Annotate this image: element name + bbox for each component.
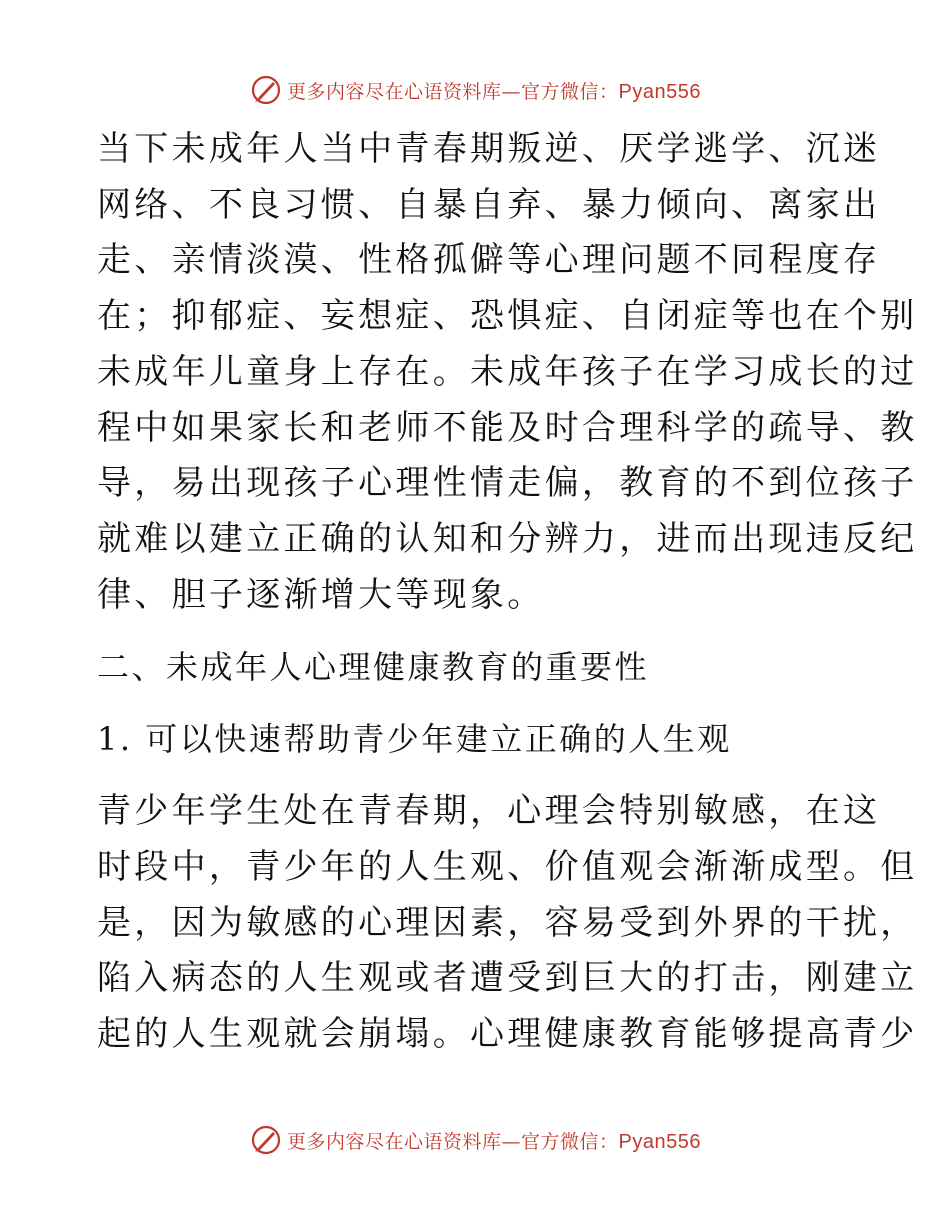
paragraph-line: 青少年学生处在青春期，心理会特别敏感，在这 <box>97 791 881 832</box>
watermark-wechat-id: Pyan556 <box>618 1130 701 1153</box>
paragraph-line: 陷入病态的人生观或者遭受到巨大的打击，刚建立 <box>97 958 918 999</box>
watermark-banner-top <box>0 70 950 110</box>
watermark-text-cn: 更多内容尽在心语资料库—官方微信： <box>287 1130 619 1153</box>
quill-circle-logo-icon <box>249 1123 283 1157</box>
paragraph-line: 时段中，青少年的人生观、价值观会渐渐成型。但 <box>97 847 918 888</box>
watermark-text-cn: 更多内容尽在心语资料库—官方微信： <box>287 80 619 103</box>
paragraph-line: 网络、不良习惯、自暴自弃、暴力倾向、离家出 <box>97 184 881 225</box>
paragraph-line: 走、亲情淡漠、性格孤僻等心理问题不同程度存 <box>97 240 881 281</box>
paragraph-line: 起的人生观就会崩塌。心理健康教育能够提高青少 <box>97 1014 918 1055</box>
paragraph-line: 就难以建立正确的认知和分辨力，进而出现违反纪 <box>97 518 918 559</box>
paragraph-line: 未成年儿童身上存在。未成年孩子在学习成长的过 <box>97 351 918 392</box>
paragraph-line: 导，易出现孩子心理性情走偏，教育的不到位孩子 <box>97 463 918 504</box>
paragraph-line: 在；抑郁症、妄想症、恐惧症、自闭症等也在个别 <box>97 296 918 337</box>
paragraph-line: 是，因为敏感的心理因素，容易受到外界的干扰， <box>97 902 918 943</box>
watermark-banner-bottom <box>0 1120 950 1160</box>
watermark-text <box>287 1127 701 1154</box>
paragraph-line: 当下未成年人当中青春期叛逆、厌学逃学、沉迷 <box>97 129 881 169</box>
quill-circle-logo-icon <box>249 73 283 107</box>
paragraph-line: 程中如果家长和老师不能及时合理科学的疏导、教 <box>97 407 918 448</box>
section-heading: 二、未成年人心理健康教育的重要性 <box>97 648 650 687</box>
paragraph-1 <box>97 122 918 623</box>
watermark-wechat-id: Pyan556 <box>618 80 701 103</box>
paragraph-2 <box>97 784 918 1063</box>
subheading: 1. 可以快速帮助青少年建立正确的人生观 <box>97 720 732 759</box>
document-body <box>97 122 918 1063</box>
paragraph-line: 律、胆子逐渐增大等现象。 <box>97 574 545 615</box>
watermark-text <box>287 77 701 104</box>
